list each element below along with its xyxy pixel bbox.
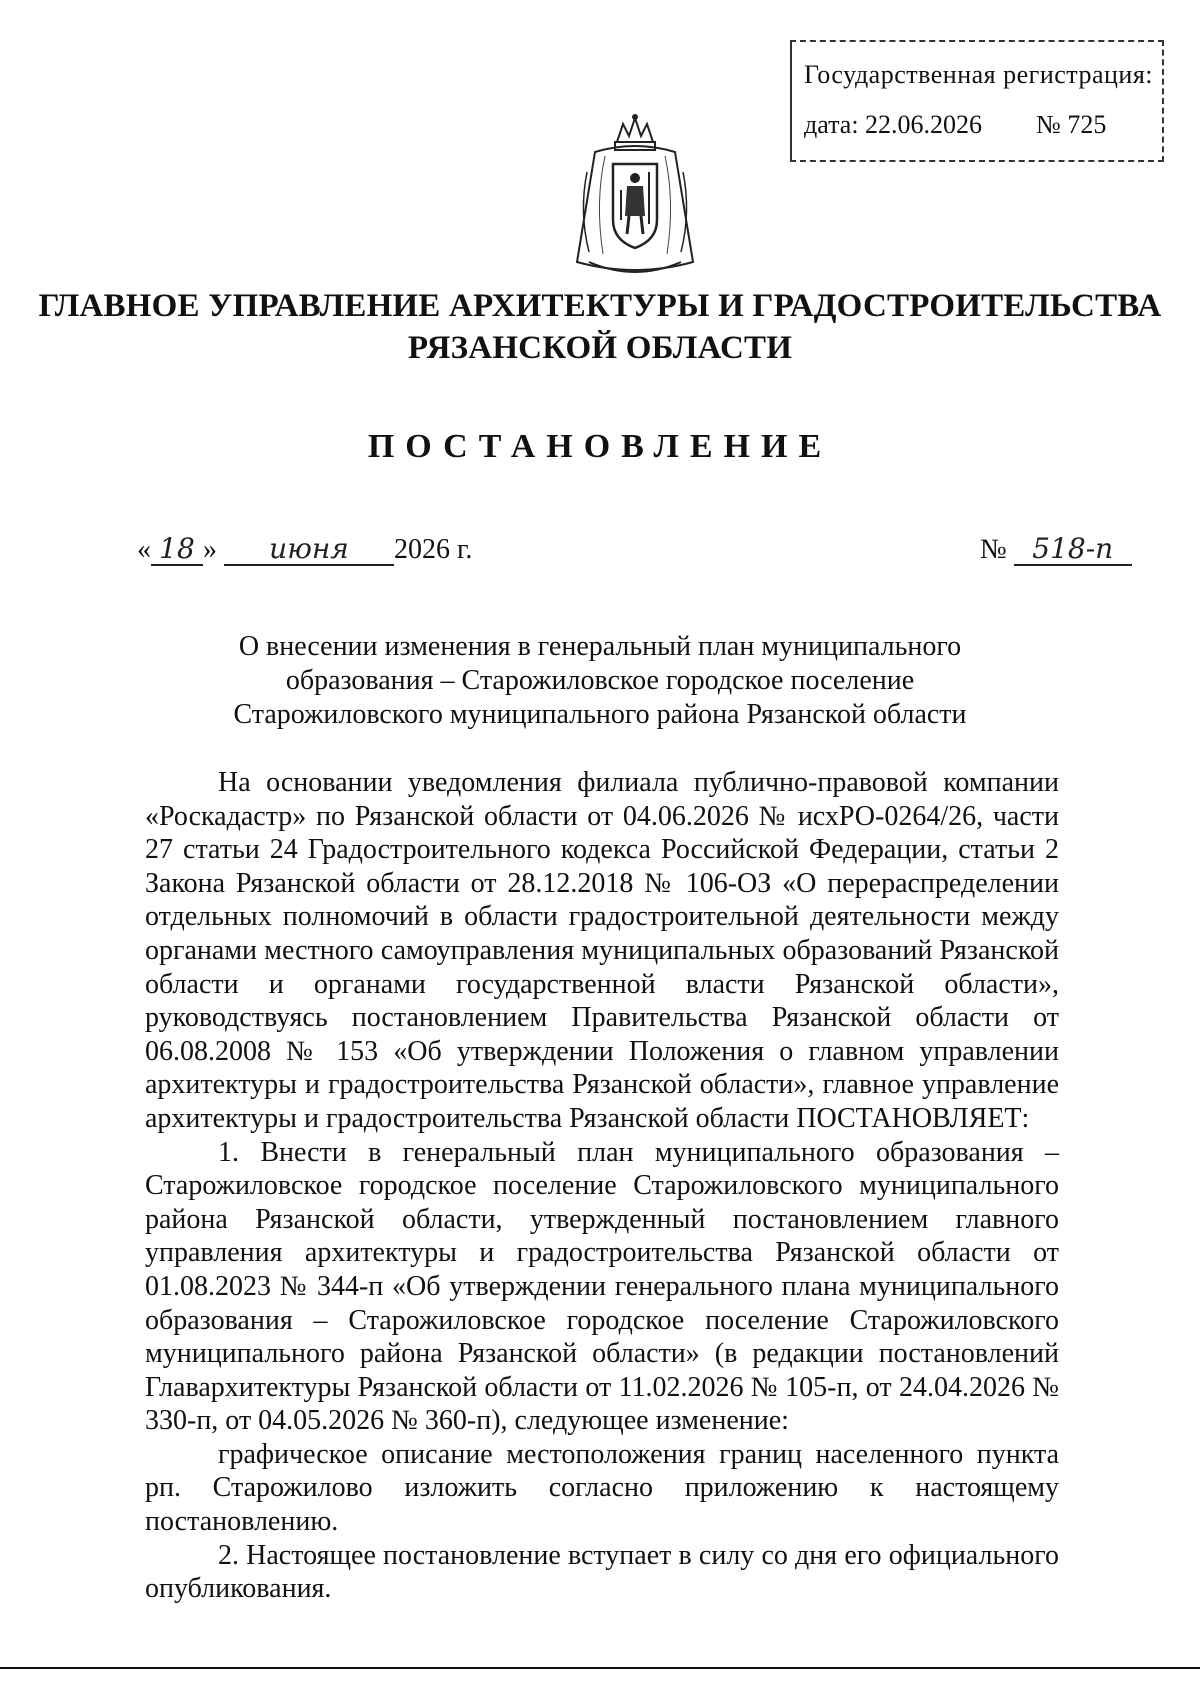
coat-of-arms-icon <box>565 112 705 280</box>
issuing-authority <box>0 285 1200 369</box>
item-2-paragraph: 2. Настоящее постановление вступает в силу со дня его официального опубликования. <box>145 1539 1059 1605</box>
page-bottom-divider <box>0 1667 1200 1669</box>
document-body <box>145 766 1059 1606</box>
registration-number: № 725 <box>1036 110 1107 139</box>
date-close-quote: » <box>203 534 217 565</box>
document-subject <box>160 630 1040 732</box>
subject-line2: образования – Старожиловское городское поселение <box>285 665 915 696</box>
date-month: июня <box>224 534 394 566</box>
document-type: ПОСТАНОВЛЕНИЕ <box>367 428 833 465</box>
decree-date <box>137 534 472 566</box>
registration-title: Государственная регистрация: <box>804 60 1154 89</box>
date-day: 18 <box>151 534 203 566</box>
decree-number-label: № <box>980 534 1007 565</box>
decree-number <box>980 534 1132 566</box>
registration-details <box>804 110 1106 140</box>
issuing-authority-line1: ГЛАВНОЕ УПРАВЛЕНИЕ АРХИТЕКТУРЫ И ГРАДОСТРОИТЕЛЬСТВА <box>38 288 1162 324</box>
preamble-paragraph: На основании уведомления филиала публично-правовой компании «Роскадастр» по Рязанской области от 04.06.2026 № исхРО-0264/26, части 27 статьи 24 Градостроительного кодекса Российской Федерации, статьи 2 Закона Рязанской области от 28.12.2018 № 106-ОЗ «О перераспределении отдельных полномочий в области градостроительной деятельности между органами местного самоуправления муниципальных образований Рязанской области и органами государственной власти Рязанской области», руководствуясь постановлением Правительства Рязанской области от 06.08.2008 № 153 «Об утверждении Положения о главном управлении архитектуры и градостроительства Рязанской области», главное управление архитектуры и градостроительства Рязанской области ПОСТАНОВЛЯЕТ: <box>145 767 1059 1134</box>
registration-stamp <box>790 40 1164 162</box>
date-year: 2026 г. <box>394 534 473 565</box>
registration-date: дата: 22.06.2026 <box>804 110 983 139</box>
item-1-detail-paragraph: графическое описание местоположения границ населенного пункта рп. Старожилово изложить согласно приложению к настоящему постановлению. <box>145 1438 1059 1538</box>
date-open-quote: « <box>137 534 151 565</box>
item-1-paragraph: 1. Внести в генеральный план муниципального образования – Старожиловское городское поселение Старожиловского муниципального района Рязанской области, утвержденный постановлением главного управления архитектуры и градостроительства Рязанской области от 01.08.2023 № 344-п «Об утверждении генерального плана муниципального образования – Старожиловское городское поселение Старожиловского муниципального района Рязанской области» (в редакции постановлений Главархитектуры Рязанской области от 11.02.2026 № 105-п, от 24.04.2026 № 330-п, от 04.05.2026 № 360-п), следующее изменение: <box>145 1136 1059 1437</box>
subject-line1: О внесении изменения в генеральный план муниципального <box>238 631 962 662</box>
decree-number-value: 518-п <box>1014 534 1132 566</box>
subject-line3: Старожиловского муниципального района Рязанской области <box>233 699 967 730</box>
issuing-authority-line2: РЯЗАНСКОЙ ОБЛАСТИ <box>407 330 793 366</box>
